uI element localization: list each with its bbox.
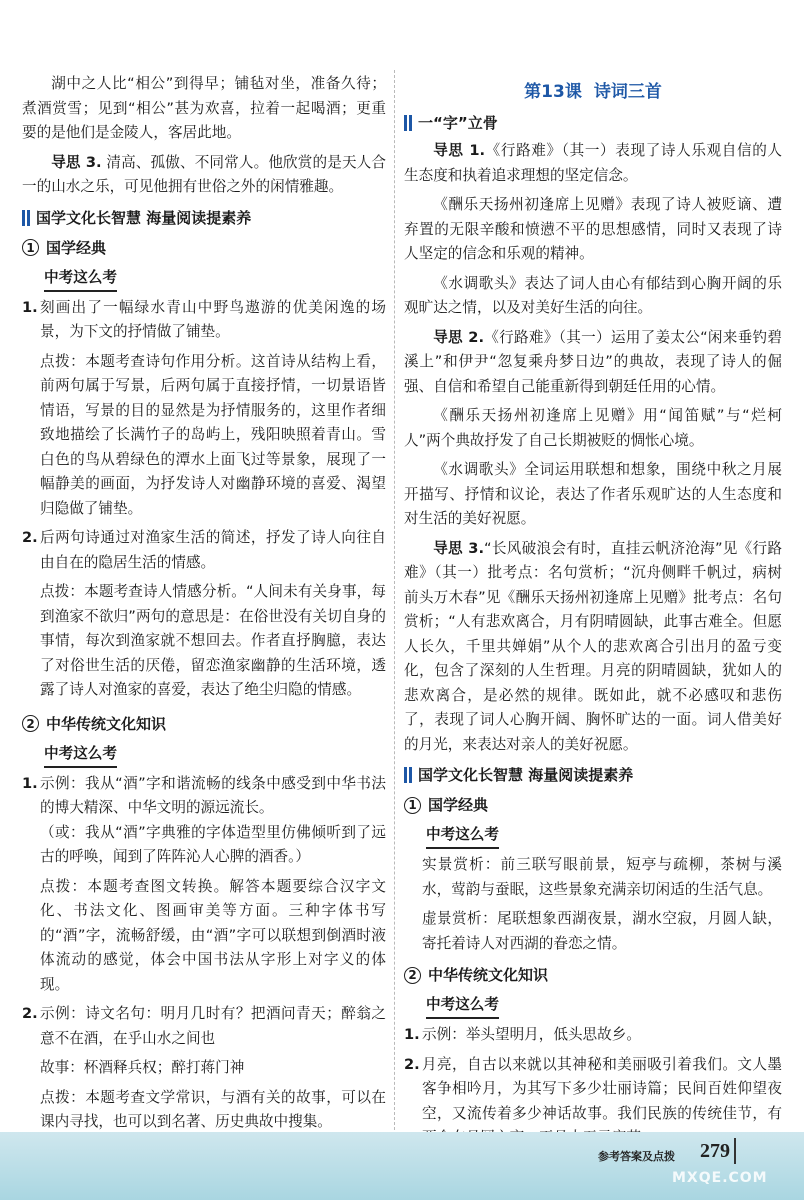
daosi-1 xyxy=(404,139,782,188)
subsection-title-text: 国学经典 xyxy=(46,238,107,257)
paragraph: 《水调歌头》表达了词人由心有郁结到心胸开阔的乐观旷达之情，以及对美好生活的向往。 xyxy=(404,274,782,316)
page-number: 279 xyxy=(700,1140,730,1162)
exam-label: 中考这么考 xyxy=(44,742,117,768)
daosi-3 xyxy=(404,537,782,758)
answer-alt-text: （或：我从“酒”字典雅的字体造型里仿佛倾听到了远古的呼唤，闻到了阵阵沁人心脾的酒香。） xyxy=(40,823,386,865)
subsection-title xyxy=(404,791,782,819)
subsection-title xyxy=(22,234,386,262)
section-bar-icon xyxy=(22,210,30,226)
number-circle-icon: 1 xyxy=(22,239,39,256)
item-number: 1. xyxy=(22,298,38,316)
left-column xyxy=(22,72,386,1135)
daosi-text: 《行路难》（其一）运用了姜太公“闲来垂钓碧溪上”和伊尹“忽复乘舟梦日边”的典故，表现了诗人的倔强、自信和希望自己能重新得到朝廷任用的心情。 xyxy=(404,328,783,395)
section-title-text: 国学文化长智慧 海量阅读提素养 xyxy=(36,208,252,227)
section-title-text: 国学文化长智慧 海量阅读提素养 xyxy=(418,766,634,784)
daosi-label: 导思 3. xyxy=(433,539,484,557)
answer-text: 示例：我从“酒”字和谐流畅的线条中感受到中华书法的博大精深、中华文明的源远流长。 xyxy=(40,774,386,816)
paragraph: 《酬乐天扬州初逢席上见赠》用“闻笛赋”与“烂柯人”两个典故抒发了自己长期被贬的惆怅心境。 xyxy=(404,407,782,449)
lesson-title xyxy=(404,78,782,106)
answer-text: 刻画出了一幅绿水青山中野鸟遨游的优美闲逸的场景，为下文的抒情做了铺垫。 xyxy=(40,298,386,340)
daosi-2 xyxy=(404,326,782,400)
section-title-text: 一“字”立骨 xyxy=(418,114,498,132)
section-title xyxy=(22,205,386,231)
subsection-title-text: 国学经典 xyxy=(428,796,489,814)
section-title xyxy=(404,110,782,136)
paragraph: 《酬乐天扬州初逢席上见赠》表现了诗人被贬谪、遭弃置的无限辛酸和愤懑不平的思想感情，同时又表现了诗人坚定的信念和乐观的精神。 xyxy=(404,196,782,262)
subsection-title xyxy=(404,961,782,989)
right-column xyxy=(404,72,782,1151)
answer-item xyxy=(22,526,386,708)
daosi-label: 导思 3. xyxy=(51,153,102,171)
note-text: 点拨：本题考查诗句作用分析。这首诗从结构上看，前两句属于写景，后两句属于直接抒情，一切景语皆情语，写景的目的显然是为抒情服务的，这里作者细致地描绘了长满竹子的岛屿上，残阳映照着青山。雪白色的鸟从碧绿色的潭水上面飞过等景象，展现了一幅静美的画面，为抒发诗人对幽静环境的喜爱、渴望归隐做了铺垫。 xyxy=(40,352,386,517)
note-text: 点拨：本题考查图文转换。解答本题要综合汉字文化、书法文化、图画审美等方面。三种字体书写的“酒”字，流畅舒缓，由“酒”字可以联想到倒酒时液体流动的感觉，体会中国书法从字形上对字义的体现。 xyxy=(40,877,386,993)
daosi-3 xyxy=(22,151,386,200)
daosi-label: 导思 1. xyxy=(433,142,486,159)
number-circle-icon: 1 xyxy=(404,797,421,814)
subsection-title xyxy=(22,710,386,738)
item-number: 2. xyxy=(22,1005,38,1022)
lesson-name: 诗词三首 xyxy=(593,82,662,102)
paragraph: 《水调歌头》全词运用联想和想象，围绕中秋之月展开描写、抒情和议论，表达了作者乐观旷达的人生态度和对生活的美好祝愿。 xyxy=(404,461,782,527)
footer-label: 参考答案及点拨 xyxy=(598,1150,675,1163)
page-footer xyxy=(0,1132,804,1200)
answer-item xyxy=(22,296,386,527)
story-text: 故事：杯酒释兵权；醉打蒋门神 xyxy=(40,1059,245,1076)
paragraph: 实景赏析：前三联写眼前景，短亭与疏柳，茶树与溪水，莺韵与蚕眠，这些景象充满亲切闲适的生活气息。 xyxy=(422,856,782,898)
answer-text: 示例：举头望明月，低头思故乡。 xyxy=(422,1026,641,1043)
paragraph: 湖中之人比“相公”到得早；铺毡对坐，准备久待；煮酒赏雪；见到“相公”甚为欢喜，拉着一起喝酒；更重要的是他们是金陵人，客居此地。 xyxy=(22,75,386,141)
daosi-text: “长风破浪会有时，直挂云帆济沧海”见《行路难》（其一）批考点：名句赏析；“沉舟侧畔千帆过，病树前头万木春”见《酬乐天扬州初逢席上见赠》批考点：名句赏析；“人有悲欢离合，月有阴晴圆缺，此事古难全。但愿人长久，千里共婵娟”从个人的悲欢离合引出月的盈亏变化，包含了深刻的人生哲理。月亮的阴晴圆缺，犹如人的悲欢离合，是必然的规律。既如此，就不必感叹和悲伤了，表现了词人心胸开阔、胸怀旷达的一面。词人借美好的月光，来表达对亲人的美好祝愿。 xyxy=(404,539,783,753)
item-number: 1. xyxy=(404,1026,420,1043)
note-text: 点拨：本题考查文学常识，与酒有关的故事，可以在课内寻找，也可以到名著、历史典故中搜集。 xyxy=(40,1088,386,1130)
item-number: 2. xyxy=(22,529,38,546)
number-circle-icon: 2 xyxy=(404,967,421,984)
page-bar xyxy=(734,1138,736,1164)
daosi-text: 《行路难》（其一）表现了诗人乐观自信的人生态度和执着追求理想的坚定信念。 xyxy=(404,142,782,184)
section-bar-icon xyxy=(404,115,412,131)
exam-label: 中考这么考 xyxy=(426,823,499,849)
daosi-text: 清高、孤傲、不同常人。他欣赏的是天人合一的山水之乐，可见他拥有世俗之外的闲情雅趣。 xyxy=(22,153,387,195)
exam-label: 中考这么考 xyxy=(426,993,499,1019)
lesson-number: 第13课 xyxy=(524,82,582,102)
daosi-label: 导思 2. xyxy=(433,328,484,346)
note-text: 点拨：本题考查诗人情感分析。“人间未有关身事，每到渔家不欲归”两句的意思是：在俗世没有关切自身的事情，每次到渔家就不想回去。作者直抒胸臆，表达了对俗世生活的厌倦，留恋渔家幽静的生活环境，透露了诗人对渔家的喜爱，表达了绝尘归隐的情感。 xyxy=(40,583,386,698)
answer-item xyxy=(22,1002,386,1135)
section-bar-icon xyxy=(404,767,412,783)
column-divider xyxy=(394,70,395,1130)
number-circle-icon: 2 xyxy=(22,715,39,732)
subsection-title-text: 中华传统文化知识 xyxy=(428,966,549,984)
watermark: MXQE.COM xyxy=(672,1170,768,1186)
answer-text: 示例：诗文名句：明月几时有？把酒问青天；醉翁之意不在酒，在乎山水之间也 xyxy=(40,1005,386,1047)
answer-text: 月亮，自古以来就以其神秘和美丽吸引着我们。文人墨客争相吟月，为其写下多少壮丽诗篇；民间百姓仰望夜空，又流传着多少神话故事。我们民族的传统佳节，有 xyxy=(422,1055,782,1122)
answer-text: 后两句诗通过对渔家生活的简述，抒发了诗人向往自由自在的隐居生活的情感。 xyxy=(40,529,386,571)
exam-label: 中考这么考 xyxy=(44,266,117,292)
answer-item xyxy=(404,1023,782,1053)
item-number: 2. xyxy=(404,1055,420,1073)
section-title xyxy=(404,762,782,788)
subsection-title-text: 中华传统文化知识 xyxy=(46,714,167,733)
paragraph: 虚景赏析：尾联想象西湖夜景，湖水空寂，月圆人缺，寄托着诗人对西湖的眷恋之情。 xyxy=(422,910,782,952)
answer-item xyxy=(22,772,386,1003)
item-number: 1. xyxy=(22,774,38,792)
